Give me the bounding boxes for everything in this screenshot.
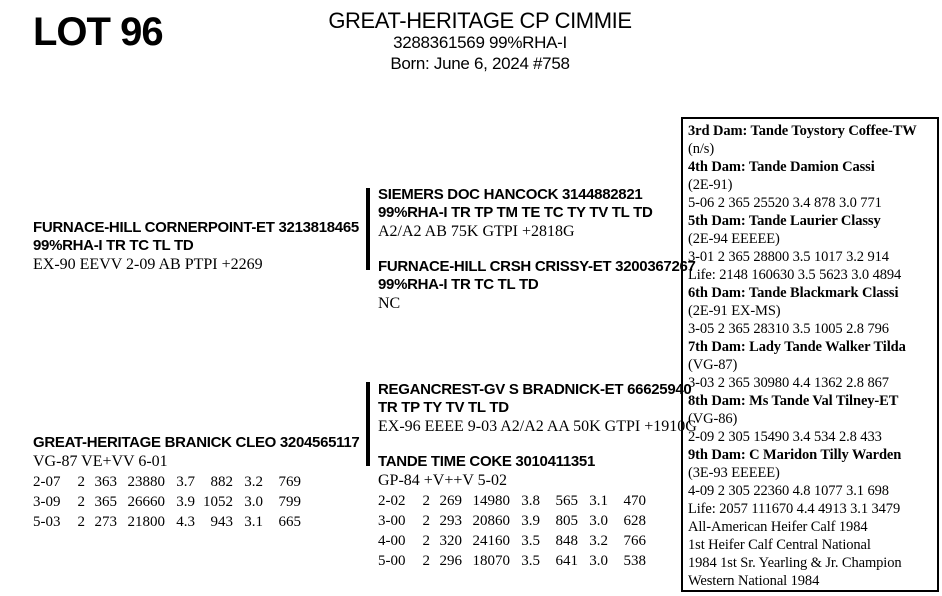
lactation-cell: 14980 [472,493,510,509]
paternal-grandsire-name: SIEMERS DOC HANCOCK 3144882821 [378,186,643,203]
dam-entry-line: (VG-86) [688,411,738,427]
dam-info: VG-87 VE+VV 6-01 [33,453,168,470]
sire-name: FURNACE-HILL CORNERPOINT-ET 3213818465 [33,219,359,236]
lactation-cell: 665 [278,514,301,530]
dam-entry-line: 4-09 2 305 22360 4.8 1077 3.1 698 [688,483,889,499]
dam-entry-line: 2-09 2 305 15490 3.4 534 2.8 433 [688,429,882,445]
lactation-cell: 18070 [472,553,510,569]
lactation-row [378,511,646,531]
dam-entry-header: 6th Dam: Tande Blackmark Classi [688,285,899,301]
lactation-cell: 5-00 [378,553,406,569]
dam-entry-header: 9th Dam: C Maridon Tilly Warden [688,447,902,463]
lactation-row [33,472,359,492]
sire-info: EX-90 EEVV 2-09 AB PTPI +2269 [33,256,263,273]
lactation-cell: 538 [623,553,646,569]
lactation-cell: 1052 [203,494,233,510]
dam-entry-line: 1st Heifer Calf Central National [688,537,871,553]
lactation-cell: 269 [439,493,462,509]
dam-entry-line: 5-06 2 365 25520 3.4 878 3.0 771 [688,195,882,211]
maternal-line-box [681,117,939,592]
lactation-cell: 848 [555,533,578,549]
dam-entry-header: 5th Dam: Tande Laurier Classy [688,213,881,229]
lactation-cell: 4.3 [176,514,195,530]
lactation-row [378,531,646,551]
lactation-cell: 3-00 [378,513,406,529]
lactation-cell: 3.0 [589,553,608,569]
lactation-cell: 3.5 [521,533,540,549]
dam-entry-line: 3-05 2 365 28310 3.5 1005 2.8 796 [688,321,889,337]
animal-registration: 3288361569 99%RHA-I [393,33,567,52]
lactation-cell: 2 [77,514,85,530]
lactation-cell: 3.2 [589,533,608,549]
lactation-cell: 365 [94,494,117,510]
paternal-granddam-codes: 99%RHA-I TR TC TL TD [378,276,539,293]
dam-entry-header: 3rd Dam: Tande Toystory Coffee-TW [688,123,917,139]
lactation-cell: 3.0 [244,494,263,510]
lactation-row [33,512,359,532]
lactation-cell: 3.7 [176,474,195,490]
lactation-cell: 26660 [127,494,165,510]
dam-entry-header: 8th Dam: Ms Tande Val Tilney-ET [688,393,899,409]
lactation-cell: 23880 [127,474,165,490]
paternal-granddam-name: FURNACE-HILL CRSH CRISSY-ET 3200367267 [378,258,696,275]
dam-entry-header: 7th Dam: Lady Tande Walker Tilda [688,339,906,355]
lactation-cell: 273 [94,514,117,530]
dam-block [33,434,359,532]
lactation-cell: 882 [210,474,233,490]
lactation-cell: 5-03 [33,514,61,530]
dam-entry-line: 3-01 2 365 28800 3.5 1017 3.2 914 [688,249,889,265]
lactation-cell: 3.5 [521,553,540,569]
paternal-grandsire-block [378,186,653,241]
dam-lactation-table [33,472,359,532]
lactation-cell: 20860 [472,513,510,529]
lactation-cell: 565 [555,493,578,509]
sire-block [33,219,359,274]
paternal-grandsire-info: A2/A2 AB 75K GTPI +2818G [378,223,575,240]
maternal-grandsire-name: REGANCREST-GV S BRADNICK-ET 66625940 [378,381,692,398]
lactation-cell: 769 [278,474,301,490]
lactation-row [33,492,359,512]
sire-codes: 99%RHA-I TR TC TL TD [33,237,194,254]
dam-entry-line: (VG-87) [688,357,738,373]
paternal-grandsire-codes: 99%RHA-I TR TP TM TE TC TY TV TL TD [378,204,653,221]
sire-pedigree-bracket [366,188,370,270]
dam-entry-line: (2E-91 EX-MS) [688,303,781,319]
lactation-cell: 2-02 [378,493,406,509]
maternal-grandsire-codes: TR TP TY TV TL TD [378,399,509,416]
lactation-cell: 943 [210,514,233,530]
lactation-cell: 2 [422,493,430,509]
dam-entry-header: 4th Dam: Tande Damion Cassi [688,159,875,175]
lactation-cell: 2 [77,494,85,510]
lot-number: LOT 96 [33,10,163,54]
animal-name: GREAT-HERITAGE CP CIMMIE [328,8,632,33]
lactation-cell: 3-09 [33,494,61,510]
lactation-cell: 3.9 [176,494,195,510]
lactation-cell: 3.2 [244,474,263,490]
lactation-cell: 470 [623,493,646,509]
dam-entry-line: All-American Heifer Calf 1984 [688,519,868,535]
dam-entry-line: (3E-93 EEEEE) [688,465,780,481]
lactation-cell: 2 [422,553,430,569]
dam-entry-line: Western National 1984 [688,573,820,589]
lactation-cell: 21800 [127,514,165,530]
lactation-cell: 766 [623,533,646,549]
lactation-cell: 805 [555,513,578,529]
dam-entry-line: (2E-94 EEEEE) [688,231,780,247]
dam-name: GREAT-HERITAGE BRANICK CLEO 3204565117 [33,434,360,451]
lactation-cell: 2 [77,474,85,490]
maternal-grandsire-block [378,381,697,436]
lactation-cell: 296 [439,553,462,569]
dam-pedigree-bracket [366,382,370,466]
lactation-cell: 3.8 [521,493,540,509]
dam-entry-line: Life: 2148 160630 3.5 5623 3.0 4894 [688,267,902,283]
lactation-cell: 2 [422,533,430,549]
dam-entry-line: (2E-91) [688,177,733,193]
lactation-cell: 799 [278,494,301,510]
dam-entry-line: Life: 2057 111670 4.4 4913 3.1 3479 [688,501,901,517]
dam-entry-line: 3-03 2 365 30980 4.4 1362 2.8 867 [688,375,889,391]
lactation-row [378,491,646,511]
lactation-cell: 3.9 [521,513,540,529]
lactation-cell: 293 [439,513,462,529]
lactation-cell: 363 [94,474,117,490]
lactation-cell: 4-00 [378,533,406,549]
lactation-cell: 320 [439,533,462,549]
dam-entry-line: 1984 1st Sr. Yearling & Jr. Champion [688,555,902,571]
maternal-granddam-info: GP-84 +V++V 5-02 [378,472,507,489]
lactation-cell: 2-07 [33,474,61,490]
maternal-granddam-name: TANDE TIME COKE 3010411351 [378,453,596,470]
paternal-granddam-info: NC [378,295,401,312]
lactation-cell: 3.1 [589,493,608,509]
maternal-grandsire-info: EX-96 EEEE 9-03 A2/A2 AA 50K GTPI +1910G [378,418,697,435]
dam-entry-line: (n/s) [688,141,715,157]
lactation-cell: 2 [422,513,430,529]
lactation-cell: 24160 [472,533,510,549]
lactation-cell: 641 [555,553,578,569]
animal-birthdate: Born: June 6, 2024 #758 [390,54,570,73]
maternal-granddam-block [378,453,646,571]
lactation-cell: 628 [623,513,646,529]
paternal-granddam-block [378,258,696,313]
title-block [230,8,730,74]
maternal-granddam-lactation-table [378,491,646,571]
lactation-row [378,551,646,571]
lactation-cell: 3.0 [589,513,608,529]
lactation-cell: 3.1 [244,514,263,530]
